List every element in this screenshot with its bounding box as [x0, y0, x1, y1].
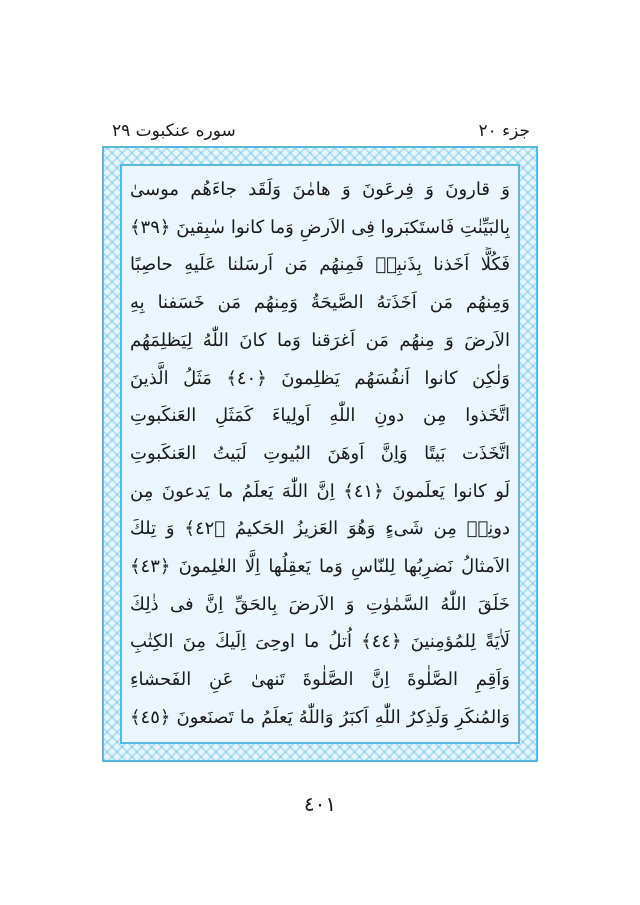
text-panel — [120, 164, 520, 744]
verse-line: الاَرضَ وَ مِنهُم مَن اَغرَقنا وَما كانَ اللّٰهُ لِيَظلِمَهُم — [130, 329, 510, 351]
page-header — [112, 118, 530, 144]
verse-line: لَو كانوا يَعلَمونَ ﴿٤١﴾ اِنَّ اللّٰهَ يَعلَمُ ما يَدعونَ مِن — [130, 480, 510, 502]
verse-lines — [130, 172, 510, 736]
verse-line: اتَّخَذَت بَيتًا وَاِنَّ اَوهَنَ البُيوتِ لَبَيتُ العَنكَبوتِ — [130, 442, 510, 464]
verse-line: وَالمُنكَرِ وَلَذِكرُ اللّٰهِ اَكبَرُ وَاللّٰهُ يَعلَمُ ما تَصنَعونَ ﴿٤٥﴾ — [130, 706, 510, 728]
surah-label: سوره عنکبوت ٢٩ — [112, 121, 236, 141]
verse-line: الاَمثالُ نَضرِبُها لِلنّاسِ وَما يَعقِلُها اِلَّا العٰلِمونَ ﴿٤٣﴾ — [130, 556, 510, 578]
verse-line: اتَّخَذوا مِن دونِ اللّٰهِ اَولِياءَ كَمَثَلِ العَنكَبوتِ — [130, 405, 510, 427]
verse-line: وَاَقِمِ الصَّلٰوةَ اِنَّ الصَّلٰوةَ تَنهىٰ عَنِ الفَحشاءِ — [130, 669, 510, 691]
verse-line: فَكُلًّا اَخَذنا بِذَنبِهٖ فَمِنهُم مَن اَرسَلنا عَلَيهِ حاصِبًا — [130, 254, 510, 276]
page-number: ٤٠١ — [303, 792, 337, 816]
verse-line: لَاٰيَةً لِلمُؤمِنينَ ﴿٤٤﴾ اُتلُ ما اوحِىَ اِلَيكَ مِنَ الكِتٰبِ — [130, 631, 510, 653]
verse-line: وَلٰكِن كانوا اَنفُسَهُم يَظلِمونَ ﴿٤٠﴾ مَثَلُ الَّذينَ — [130, 367, 510, 389]
verse-line: وَمِنهُم مَن اَخَذَتهُ الصَّيحَةُ وَمِنهُم مَن خَسَفنا بِهِ — [130, 292, 510, 314]
verse-line: بِالبَيِّنٰتِ فَاستَكبَروا فِى الاَرضِ وَما كانوا سٰبِقينَ ﴿٣٩﴾ — [130, 216, 510, 238]
verse-line: خَلَقَ اللّٰهُ السَّمٰوٰتِ وَ الاَرضَ بِالحَقِّ اِنَّ فى ذٰلِكَ — [130, 593, 510, 615]
juz-label: جزء ٢٠ — [478, 121, 530, 141]
decorative-frame — [102, 146, 538, 762]
verse-line: دونِهٖ مِن شَىءٍ وَهُوَ العَزيزُ الحَكيمُ ﴿٤٢﴾ وَ تِلكَ — [130, 518, 510, 540]
verse-line: وَ قارونَ وَ فِرعَونَ وَ هامٰنَ وَلَقَد جاءَهُم موسىٰ — [130, 179, 510, 200]
